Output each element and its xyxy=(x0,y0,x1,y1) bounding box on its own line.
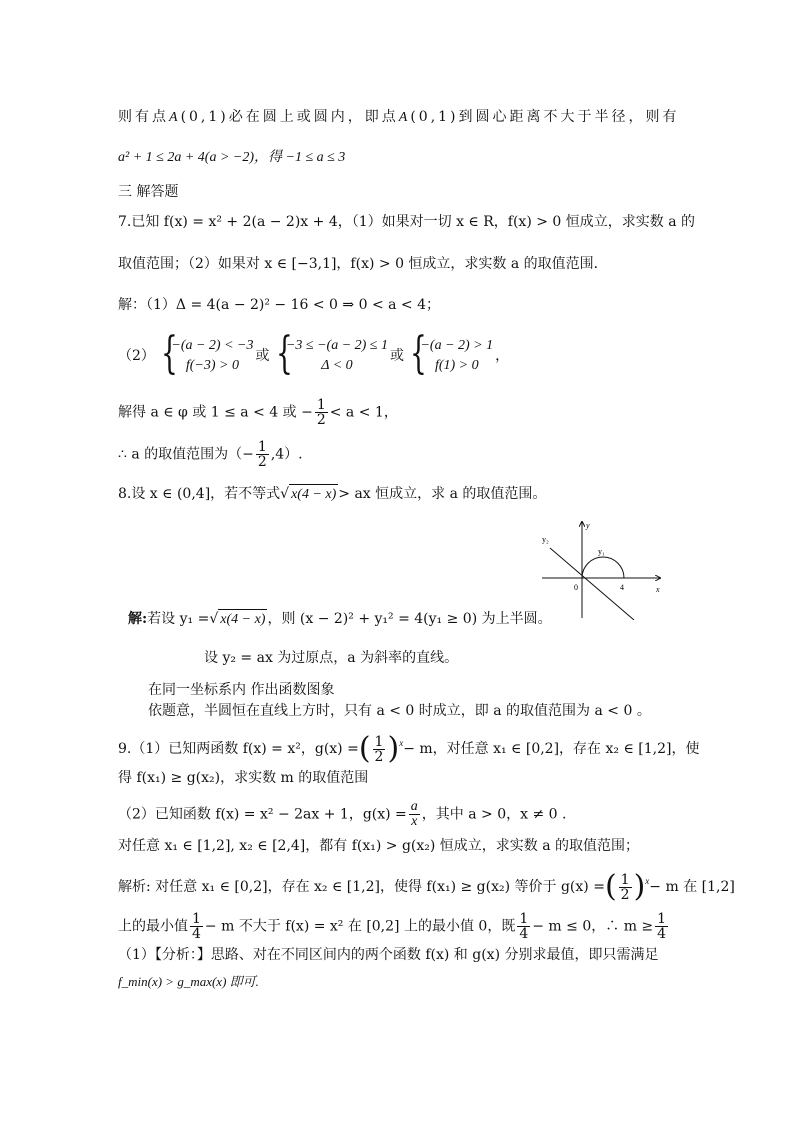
denominator: x xyxy=(411,814,418,829)
text: 或 xyxy=(255,348,270,364)
y2-label: y₂ xyxy=(542,535,549,544)
denominator: 4 xyxy=(192,926,201,942)
text: 上的最小值 xyxy=(118,918,188,935)
text: < a < 1， xyxy=(329,404,398,421)
text: 或 xyxy=(390,348,404,364)
text: 解得 a ∈ φ 或 1 ≤ a < 4 或 − xyxy=(118,404,313,421)
text: (0,1)必在圆上或圆内，即点 xyxy=(180,109,399,125)
fraction xyxy=(655,912,668,941)
text: − m，对任意 x₁ ∈ [0,2]，存在 x₂ ∈ [1,2]，使 xyxy=(403,741,700,757)
text: ， xyxy=(495,348,510,364)
text: − m 不大于 f(x) = x² 在 [0,2] 上的最小值 0，既 xyxy=(204,918,516,935)
text: ,4）. xyxy=(270,446,303,463)
q7-line-1: 7.已知 f(x) = x² + 2(a − 2)x + 4，（1）如果对一切 x ∈ R，f(x) > 0 恒成立，求实数 a 的 xyxy=(118,214,696,230)
fraction xyxy=(190,912,203,941)
equation-system: { −(a − 2) < −3 f(−3) > 0 xyxy=(161,328,254,379)
q7-solution-2 xyxy=(118,328,510,379)
q7-solution-4 xyxy=(118,440,303,469)
sqrt-expression: x(4 − x) xyxy=(289,484,338,505)
y1-label: y₁ xyxy=(598,547,605,556)
q8-solution-2: 设 y₂ = ax 为过原点，a 为斜率的直线。 xyxy=(204,650,459,666)
denominator: 2 xyxy=(374,748,384,765)
text-line-1 xyxy=(118,107,680,128)
math: A xyxy=(169,110,181,125)
text: > ax 恒成立，求 a 的取值范围。 xyxy=(338,486,547,502)
numerator: 1 xyxy=(374,733,384,750)
q9-line-2: 得 f(x₁) ≥ g(x₂)，求实数 m 的取值范围 xyxy=(118,770,369,786)
equation: f(1) > 0 xyxy=(434,358,479,373)
fraction xyxy=(619,873,632,902)
text: (0,1)到圆心距离不大于半径，则有 xyxy=(410,109,680,125)
x-axis-label: x xyxy=(656,585,660,594)
q9-line-8: f_min(x) > g_max(x) 即可. xyxy=(118,974,259,989)
fraction xyxy=(517,912,530,941)
equation-system: { −(a − 2) > 1 f(1) > 0 xyxy=(410,328,494,379)
q8-line-1: 8.设 x ∈ (0,4]，若不等式√ x(4 − x) > ax 恒成立，求 a 的取值范围。 xyxy=(118,484,546,505)
equation-system: { −3 ≤ −(a − 2) ≤ 1 Δ < 0 xyxy=(275,328,388,379)
numerator: a xyxy=(410,799,418,814)
function-graph xyxy=(538,520,668,620)
origin-label: 0 xyxy=(574,583,578,592)
text: − m 在 [1,2] xyxy=(649,879,735,895)
denominator: 4 xyxy=(657,926,667,942)
sqrt-expression: x(4 − x) xyxy=(218,609,267,630)
fraction xyxy=(315,398,328,427)
tick-label-4: 4 xyxy=(620,583,624,592)
denominator: 2 xyxy=(316,412,326,428)
denominator: 2 xyxy=(620,886,630,903)
equation: −(a − 2) < −3 xyxy=(171,338,254,353)
section-heading: 三 解答题 xyxy=(118,184,179,200)
q8-solution-1: 解:若设 y₁ =√ x(4 − x) ，则 (x − 2)² + y₁² = 4(y₁ ≥ 0) 为上半圆。 xyxy=(128,609,552,630)
numerator: 1 xyxy=(519,911,529,927)
denominator: 4 xyxy=(519,926,529,942)
q9-line-4: 对任意 x₁ ∈ [1,2], x₂ ∈ [2,4]，都有 f(x₁) > g(x₂) 恒成立，求实数 a 的取值范围； xyxy=(118,838,640,854)
q8-solution-4: 依题意，半圆恒在直线上方时，只有 a < 0 时成立，即 a 的取值范围为 a < 0 。 xyxy=(148,703,651,719)
text: 9.（1）已知两函数 f(x) = x²，g(x) = xyxy=(118,741,359,757)
text: 8.设 x ∈ (0,4]，若不等式 xyxy=(118,486,281,502)
q9-line-3 xyxy=(118,800,566,829)
q7-line-2: 取值范围；（2）如果对 x ∈ [−3,1]，f(x) > 0 恒成立，求实数 a 的取值范围． xyxy=(118,256,608,272)
text: 则有点 xyxy=(118,109,169,125)
text: − m ≤ 0，∴ m ≥ xyxy=(532,918,654,935)
text: 若设 y₁ = xyxy=(147,611,210,627)
text: （2） xyxy=(118,348,155,364)
text-line-2: a² + 1 ≤ 2a + 4(a > −2)，得 −1 ≤ a ≤ 3 xyxy=(118,150,346,165)
fraction xyxy=(409,800,420,829)
equation: Δ < 0 xyxy=(321,358,353,373)
equation: f(−3) > 0 xyxy=(185,358,239,373)
equation: −3 ≤ −(a − 2) ≤ 1 xyxy=(285,338,388,353)
solution-label: 解: xyxy=(128,611,148,627)
q9-line-7: （1）【分析：】思路、对在不同区间内的两个函数 f(x) 和 g(x) 分别求最值，即只需满足 xyxy=(118,947,659,963)
q7-solution-1: 解：（1）Δ = 4(a − 2)² − 16 < 0 ⇒ 0 < a < 4； xyxy=(118,297,441,313)
y-axis-label: y xyxy=(586,521,590,530)
numerator: 1 xyxy=(192,911,201,927)
numerator: 1 xyxy=(657,911,667,927)
denominator: 2 xyxy=(257,454,267,470)
numerator: 1 xyxy=(257,439,267,455)
semicircle-y1 xyxy=(582,557,624,578)
q9-line-6 xyxy=(118,912,670,941)
text: 解析: 对任意 x₁ ∈ [0,2]，存在 x₂ ∈ [1,2]，使得 f(x₁) ≥ g(x₂) 等价于 g(x) = xyxy=(118,879,605,895)
text: （2）已知函数 f(x) = x² − 2ax + 1，g(x) = xyxy=(118,806,407,823)
numerator: 1 xyxy=(620,871,630,888)
fraction xyxy=(373,735,386,764)
numerator: 1 xyxy=(316,397,326,413)
q7-solution-3 xyxy=(118,398,398,427)
fraction xyxy=(256,440,269,469)
text: ，其中 a > 0，x ≠ 0 . xyxy=(421,806,567,823)
text: ，则 (x − 2)² + y₁² = 4(y₁ ≥ 0) 为上半圆。 xyxy=(267,611,552,627)
equation: −(a − 2) > 1 xyxy=(420,338,494,353)
q9-line-5: 解析: 对任意 x₁ ∈ [0,2]，存在 x₂ ∈ [1,2]，使得 f(x₁) ≥ g(x₂) 等价于 g(x) =( $\frac{1}{2}$ )$^x$− m 在 [1,2] xyxy=(118,869,735,904)
q9-line-1: 9.（1）已知两函数 f(x) = x²，g(x) =( $\frac{1}{2}$ )$^x$− m，对任意 x₁ ∈ [0,2]，存在 x₂ ∈ [1,2]，使 xyxy=(118,731,700,766)
text: ∴ a 的取值范围为（− xyxy=(118,446,254,463)
math: A xyxy=(398,110,411,125)
q8-solution-3: 在同一坐标系内 作出函数图象 xyxy=(148,682,335,698)
